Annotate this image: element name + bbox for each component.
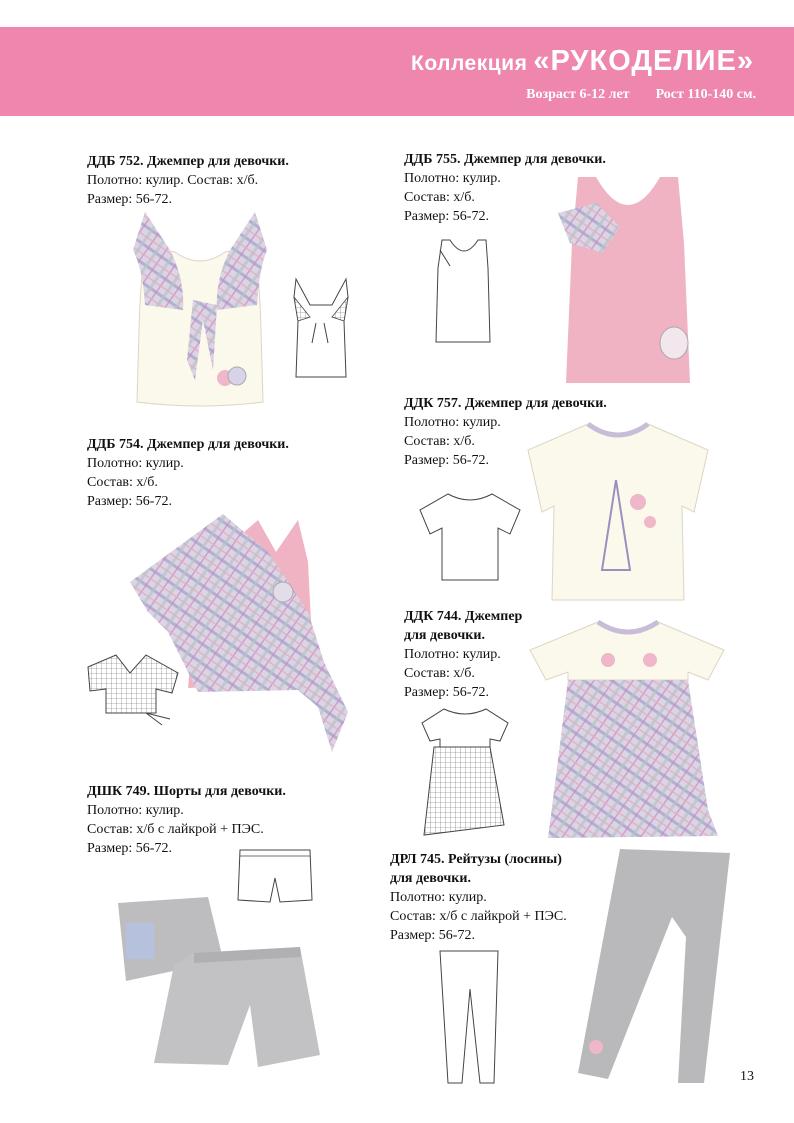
product-title: ДДК 757. Джемпер для девочки. xyxy=(404,396,607,411)
product-title-line2: для девочки. xyxy=(390,871,471,886)
product-line: Полотно: кулир. Состав: х/б. xyxy=(87,173,259,188)
page-number: 13 xyxy=(740,1069,754,1084)
product-title: ДДБ 755. Джемпер для девочки. xyxy=(404,152,606,167)
product-title-line2: для девочки. xyxy=(404,628,485,643)
product-line: Состав: х/б. xyxy=(404,190,475,205)
sketch-drl745 xyxy=(436,949,502,1085)
product-line: Полотно: кулир. xyxy=(87,803,184,818)
sketch-ddb752 xyxy=(290,277,352,381)
photo-ddk744-dress xyxy=(528,620,726,842)
product-line: Размер: 56-72. xyxy=(87,494,172,509)
product-line: Состав: х/б с лайкрой + ПЭС. xyxy=(87,822,264,837)
product-line: Состав: х/б. xyxy=(87,475,158,490)
photo-drl745-leggings xyxy=(574,847,734,1085)
product-title: ДДБ 752. Джемпер для девочки. xyxy=(87,154,289,169)
product-ddb754 xyxy=(87,435,289,511)
product-drl745 xyxy=(390,850,567,945)
sketch-ddb755 xyxy=(432,238,496,346)
product-title: ДДБ 754. Джемпер для девочки. xyxy=(87,437,289,452)
header-banner xyxy=(0,27,794,116)
product-title-line1: ДДК 744. Джемпер xyxy=(404,609,523,624)
collection-subtitle xyxy=(526,87,756,103)
product-line: Размер: 56-72. xyxy=(390,928,475,943)
product-line: Полотно: кулир. xyxy=(404,647,501,662)
product-line: Полотно: кулир. xyxy=(404,171,501,186)
collection-title xyxy=(411,45,754,78)
age-range: Возраст 6-12 лет xyxy=(526,87,630,102)
sketch-ddb754 xyxy=(86,653,182,727)
product-line: Размер: 56-72. xyxy=(404,685,489,700)
product-line: Полотно: кулир. xyxy=(87,456,184,471)
product-line: Состав: х/б. xyxy=(404,666,475,681)
collection-name: «РУКОДЕЛИЕ» xyxy=(533,45,754,77)
product-line: Размер: 56-72. xyxy=(404,453,489,468)
product-line: Состав: х/б с лайкрой + ПЭС. xyxy=(390,909,567,924)
product-ddk744 xyxy=(404,607,522,702)
photo-ddb755-top xyxy=(556,173,706,389)
product-line: Размер: 56-72. xyxy=(87,841,172,856)
product-line: Состав: х/б. xyxy=(404,434,475,449)
product-dshk749 xyxy=(87,782,286,858)
photo-ddb752-top xyxy=(125,210,275,418)
product-line: Размер: 56-72. xyxy=(404,209,489,224)
photo-dshk749-shorts xyxy=(112,895,324,1071)
collection-prefix: Коллекция xyxy=(411,52,528,75)
product-ddb752 xyxy=(87,152,289,209)
product-line: Полотно: кулир. xyxy=(404,415,501,430)
product-line: Размер: 56-72. xyxy=(87,192,172,207)
product-title: ДШК 749. Шорты для девочки. xyxy=(87,784,286,799)
product-title-line1: ДРЛ 745. Рейтузы (лосины) xyxy=(390,852,562,867)
photo-ddk757-top xyxy=(522,420,714,604)
sketch-ddk757 xyxy=(418,492,522,582)
sketch-ddk744 xyxy=(420,707,510,837)
product-line: Полотно: кулир. xyxy=(390,890,487,905)
height-range: Рост 110-140 см. xyxy=(655,87,756,102)
